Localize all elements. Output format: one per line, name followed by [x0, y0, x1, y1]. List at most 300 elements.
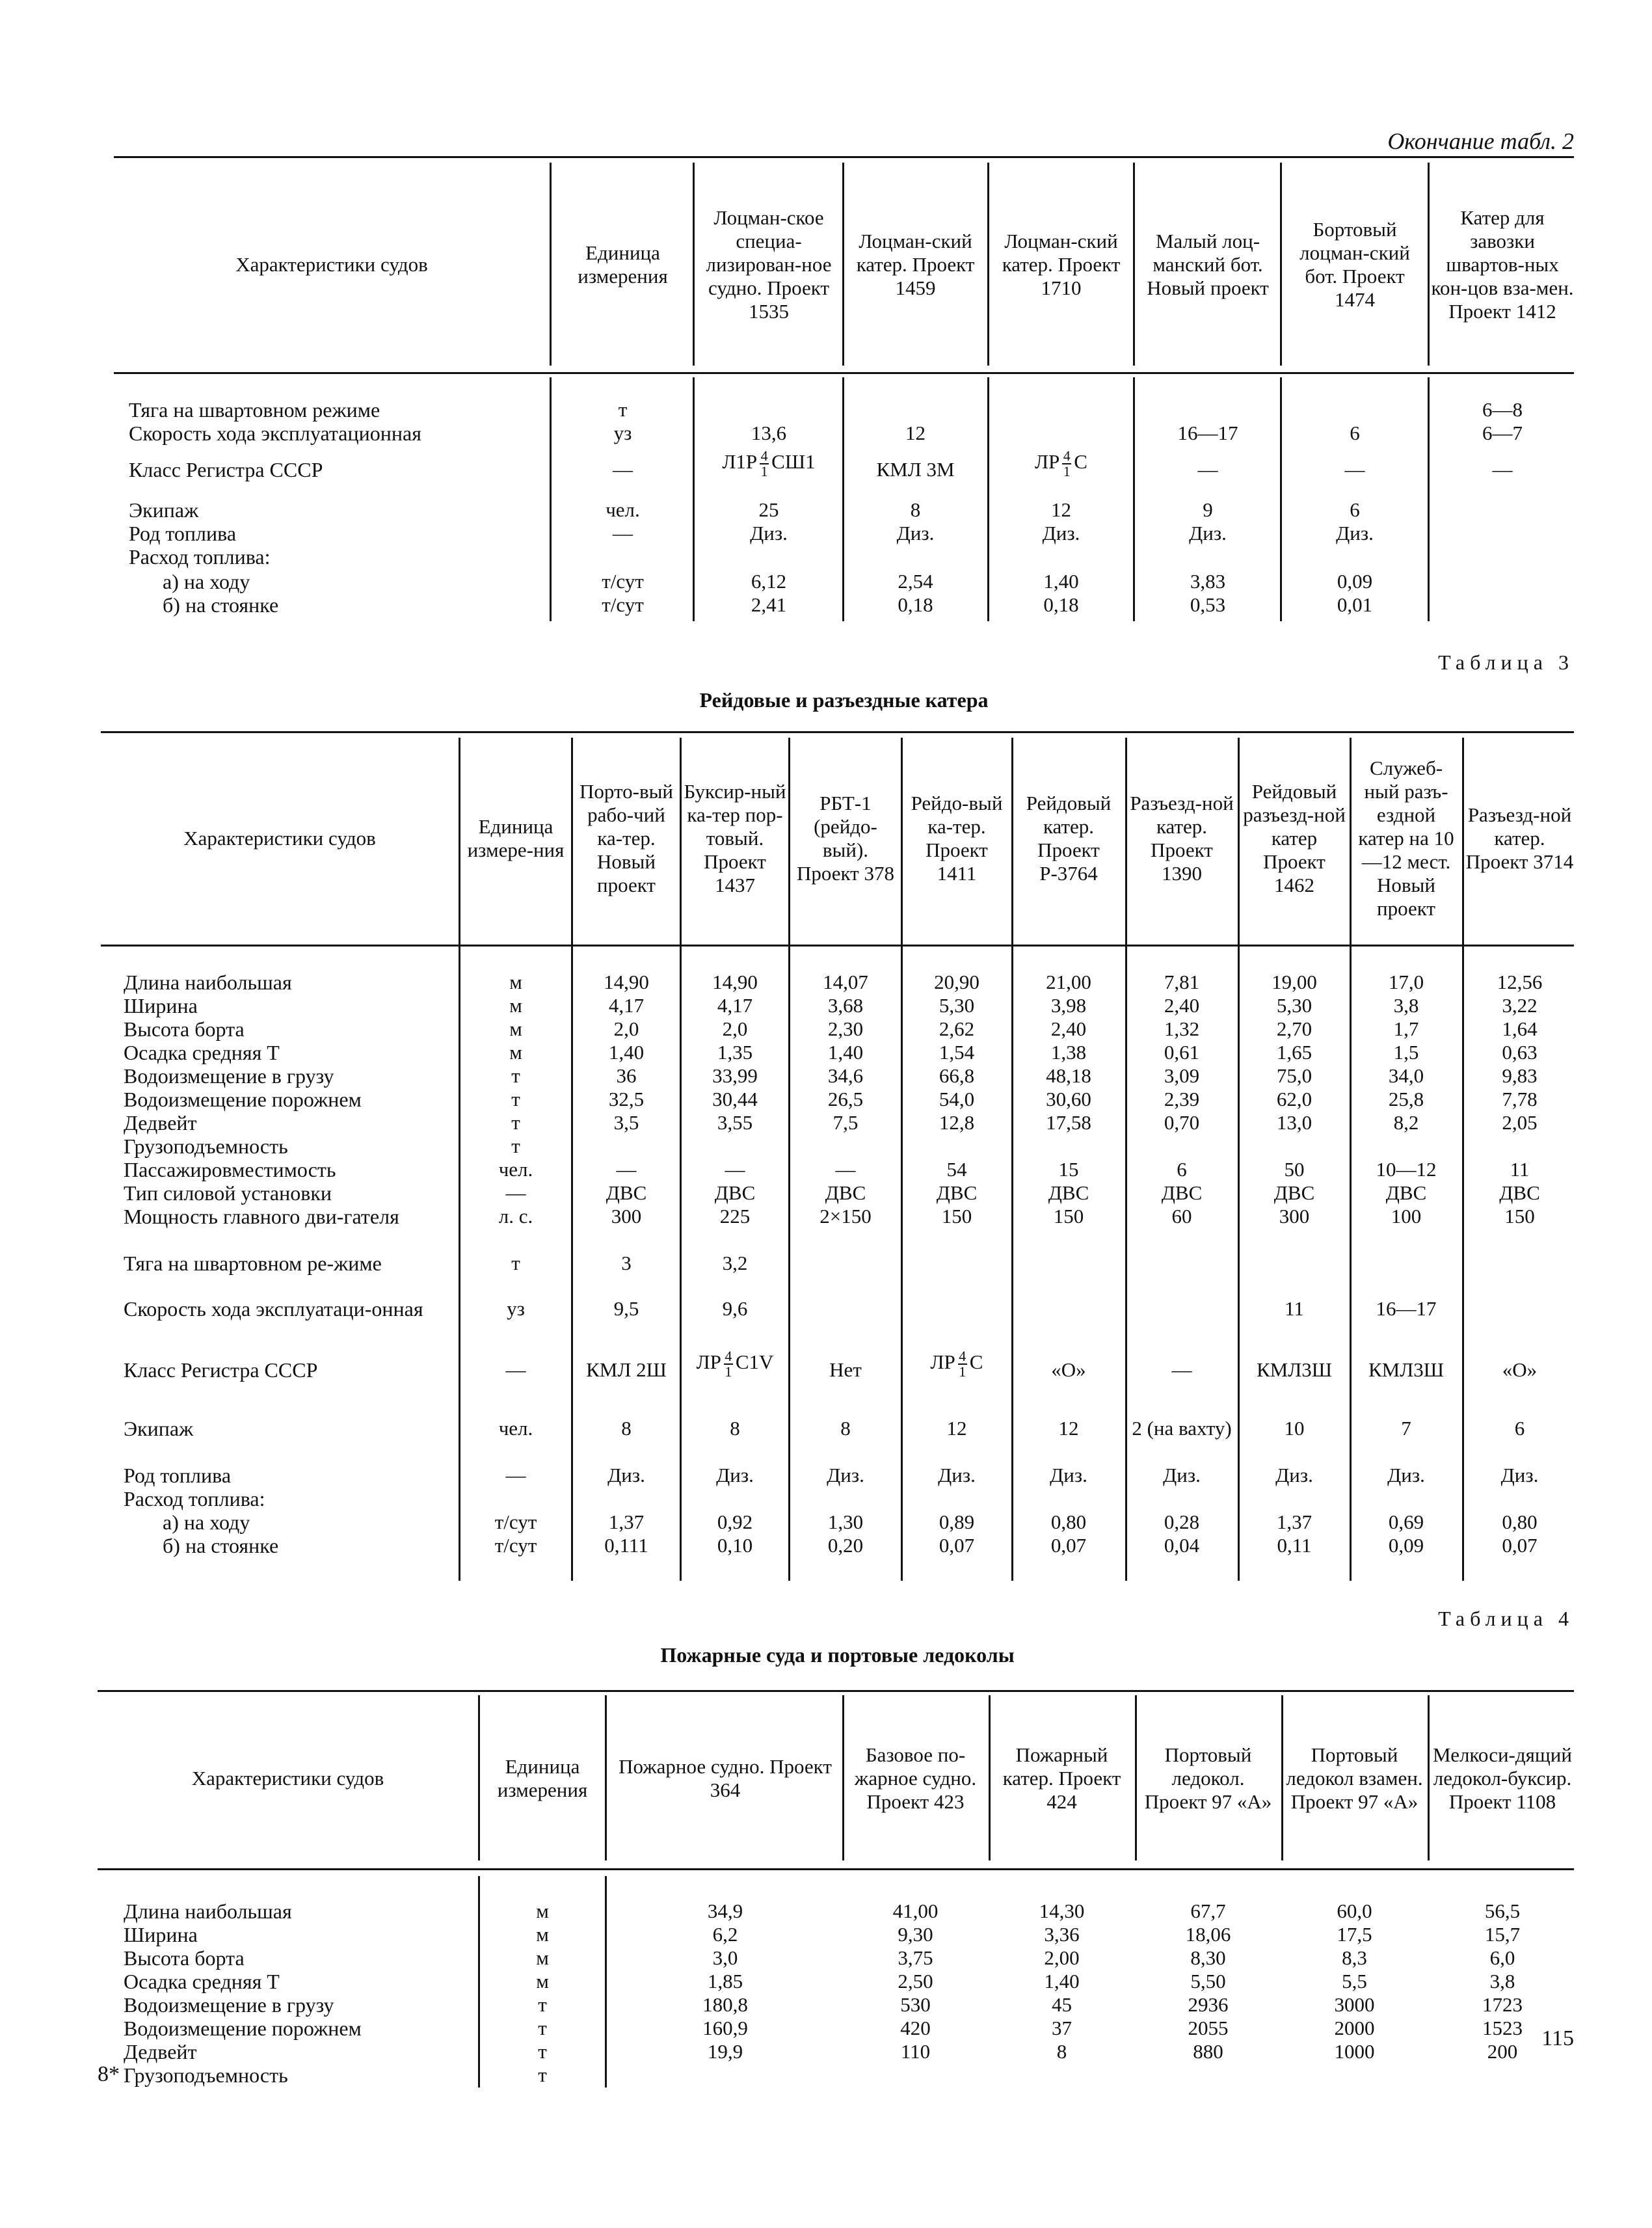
cell: 9,30	[898, 1923, 933, 1946]
table4-header-project-423: Базовое по-жарное судно. Проект 423	[854, 1743, 977, 1813]
cell: 6—7	[1482, 422, 1523, 444]
cell: 62,0	[1276, 1088, 1312, 1110]
cell: 8,2	[1393, 1111, 1419, 1134]
cell: 33,99	[712, 1064, 758, 1087]
row-label: Расход топлива:	[124, 1487, 265, 1510]
cell: 3,8	[1393, 994, 1419, 1017]
cell: 0,01	[1337, 593, 1373, 616]
cell: 200	[1487, 2040, 1518, 2063]
table4-col-divider	[605, 1695, 607, 1860]
cell: 17,5	[1337, 1923, 1372, 1946]
cell: 26,5	[827, 1088, 864, 1110]
cell: 3,36	[1044, 1923, 1080, 1946]
cell: 6,2	[712, 1923, 738, 1946]
cell: 34,6	[827, 1064, 864, 1087]
cell: 0,18	[898, 593, 933, 616]
table2-col-divider	[693, 163, 695, 366]
cell: 8,30	[1190, 1946, 1226, 1969]
cell: 15	[1058, 1158, 1079, 1181]
cell: 1,30	[827, 1510, 864, 1533]
cell: 0,70	[1164, 1111, 1200, 1134]
cell: —	[616, 1158, 637, 1181]
cell: 20,90	[934, 971, 979, 993]
cell: 75,0	[1276, 1064, 1312, 1087]
cell: 0,10	[717, 1534, 753, 1557]
cell: 0,07	[939, 1534, 975, 1557]
cell: ДВС	[1048, 1181, 1089, 1204]
table4-number: Таблица 4	[1438, 1607, 1574, 1630]
cell: Диз.	[716, 1464, 754, 1486]
cell: 3,98	[1050, 994, 1087, 1017]
cell: 3,5	[613, 1111, 639, 1134]
cell: 0,20	[827, 1534, 864, 1557]
table3-header-project-1390: Разъезд-ной катер. Проект 1390	[1130, 792, 1234, 885]
cell: 1,40	[827, 1041, 864, 1064]
cell: ДВС	[714, 1181, 756, 1204]
cell: 5,30	[939, 994, 975, 1017]
cell: 14,07	[823, 971, 868, 993]
cell: 0,89	[939, 1510, 975, 1533]
cell: т	[618, 398, 628, 421]
cell: 3,8	[1489, 1970, 1515, 1993]
cell: 6	[1177, 1158, 1187, 1181]
cell: 6,0	[1489, 1946, 1515, 1969]
table3-number: Таблица 3	[1438, 651, 1574, 674]
cell: м	[509, 994, 522, 1017]
cell: т	[538, 1993, 547, 2016]
cell: 1,65	[1276, 1041, 1312, 1064]
cell: 7,81	[1164, 971, 1200, 993]
cell: 150	[1053, 1205, 1084, 1228]
table3-col-divider	[901, 738, 903, 1581]
cell: ДВС	[606, 1181, 647, 1204]
table3-col-divider	[1350, 738, 1352, 1581]
cell: —	[1197, 458, 1218, 481]
cell: 0,11	[1277, 1534, 1312, 1557]
cell: 13,0	[1276, 1111, 1312, 1134]
cell: 9,83	[1502, 1064, 1538, 1087]
cell: уз	[507, 1297, 525, 1320]
cell: 1,40	[608, 1041, 645, 1064]
cell: 150	[1504, 1205, 1535, 1228]
cell: 7,78	[1502, 1088, 1538, 1110]
cell: 2,62	[939, 1017, 975, 1040]
cell: 3,09	[1164, 1064, 1200, 1087]
table4-header-rule	[98, 1868, 1574, 1870]
cell: 225	[719, 1205, 751, 1228]
table4-title: Пожарные суда и портовые ледоколы	[660, 1643, 1015, 1667]
row-label: Род топлива	[124, 1464, 232, 1487]
cell: 530	[900, 1993, 931, 2016]
table2-header-project-1535: Лоцман-ское специа-лизирован-ное судно. Проект 1535	[706, 206, 832, 323]
cell: 9	[1203, 498, 1213, 521]
row-label: Экипаж	[124, 1417, 194, 1440]
cell: 5,30	[1276, 994, 1312, 1017]
table4-header-project-97a: Портовый ледокол. Проект 97 «А»	[1144, 1743, 1272, 1813]
cell: ДВС	[1499, 1181, 1540, 1204]
cell: Диз.	[1163, 1464, 1201, 1486]
cell: 5,5	[1342, 1970, 1367, 1993]
row-label: б) на стоянке	[163, 1534, 279, 1557]
cell: 1,40	[1043, 570, 1079, 593]
cell: 1,5	[1393, 1041, 1419, 1064]
cell: 3,68	[827, 994, 864, 1017]
table2-header-project-1710: Лоцман-ский катер. Проект 1710	[1002, 230, 1121, 299]
cell: —	[505, 1358, 526, 1381]
cell: 6	[1350, 498, 1360, 521]
cell: 1,40	[1044, 1970, 1080, 1993]
cell: 300	[611, 1205, 642, 1228]
cell: 32,5	[608, 1088, 645, 1110]
table4-col-divider	[1428, 1695, 1430, 1860]
cell: —	[1344, 458, 1365, 481]
cell: 41,00	[892, 1899, 939, 1922]
cell: 12	[1051, 498, 1071, 521]
table4-body-divider	[478, 1876, 480, 2087]
table2-header-unit: Единица измерения	[578, 241, 668, 288]
table2-col-divider	[1280, 163, 1282, 366]
cell: 16—17	[1376, 1297, 1437, 1320]
cell: 1523	[1482, 2017, 1523, 2039]
register-class-cell: Л1Р $\frac{4}{1}$ СШ1	[722, 448, 816, 479]
cell: —	[1492, 458, 1513, 481]
cell: 50	[1284, 1158, 1305, 1181]
cell: КМЛ 3М	[876, 458, 955, 481]
cell: 0,07	[1502, 1534, 1538, 1557]
cell: 60,0	[1337, 1899, 1372, 1922]
cell: 2,40	[1050, 1017, 1087, 1040]
cell: 2936	[1188, 1993, 1229, 2016]
table3-header-project-1437: Буксир-ный ка-тер пор-товый. Проект 1437	[684, 780, 786, 896]
table2-header-project-1412: Катер для завозки швартов-ных кон-цов вза-мен. Проект 1412	[1431, 206, 1574, 323]
cell: 6,12	[751, 570, 787, 593]
row-label: Скорость хода эксплуатаци-онная	[124, 1297, 423, 1321]
cell: 21,00	[1046, 971, 1091, 993]
cell: 12	[946, 1417, 967, 1440]
cell: Диз.	[1275, 1464, 1313, 1486]
cell: 110	[900, 2040, 931, 2063]
cell: т	[538, 2040, 547, 2063]
table2-body-divider	[550, 377, 552, 621]
cell: «О»	[1051, 1358, 1086, 1381]
cell: 2055	[1188, 2017, 1229, 2039]
cell: КМЛ 2Ш	[586, 1358, 667, 1381]
cell: 420	[900, 2017, 931, 2039]
row-label: Класс Регистра СССР	[124, 1358, 318, 1382]
table2-header-new-project: Малый лоц-манский бот. Новый проект	[1147, 230, 1269, 299]
table4-header-unit: Единица измерения	[497, 1755, 588, 1801]
cell: м	[536, 1899, 549, 1922]
cell: 2,40	[1164, 994, 1200, 1017]
table4-header-project-1108: Мелкоси-дящий ледокол-буксир. Проект 1108	[1433, 1743, 1572, 1813]
cell: Диз.	[750, 522, 788, 544]
table2-body-divider	[1280, 377, 1282, 621]
row-label: Водоизмещение порожнем	[124, 2017, 362, 2040]
row-label: Класс Регистра СССР	[129, 458, 323, 481]
cell: 16—17	[1177, 422, 1238, 444]
cell: 54	[946, 1158, 967, 1181]
cell: 0,18	[1043, 593, 1079, 616]
cell: т	[511, 1252, 520, 1274]
cell: 0,04	[1164, 1534, 1200, 1557]
cell: 2,54	[898, 570, 933, 593]
cell: 1723	[1482, 1993, 1523, 2016]
cell: КМЛ3Ш	[1368, 1358, 1445, 1381]
cell: т	[538, 2063, 547, 2086]
cell: 34,0	[1388, 1064, 1424, 1087]
table3-col-divider	[1125, 738, 1127, 1581]
cell: 6	[1514, 1417, 1525, 1440]
row-label: Род топлива	[129, 522, 237, 545]
row-label: б) на стоянке	[163, 593, 279, 617]
cell: 19,9	[707, 2040, 743, 2063]
cell: 8	[840, 1417, 851, 1440]
cell: Диз.	[1050, 1464, 1087, 1486]
cell: 0,92	[717, 1510, 753, 1533]
table3-header-characteristics: Характеристики судов	[183, 827, 376, 850]
row-label: Водоизмещение в грузу	[124, 1064, 334, 1088]
row-label: Экипаж	[129, 498, 199, 522]
row-label: Водоизмещение в грузу	[124, 1993, 334, 2017]
cell: 2,0	[613, 1017, 639, 1040]
cell: 150	[941, 1205, 972, 1228]
table4-header-characteristics: Характеристики судов	[191, 1767, 384, 1790]
cell: чел.	[498, 1158, 533, 1181]
cell: л. с.	[498, 1205, 533, 1228]
cell: 6	[1350, 422, 1360, 444]
cell: 0,111	[604, 1534, 648, 1557]
cell: 25,8	[1388, 1088, 1424, 1110]
cell: 2,30	[827, 1017, 864, 1040]
cell: Диз.	[1500, 1464, 1539, 1486]
cell: Диз.	[938, 1464, 976, 1486]
cell: 15,7	[1484, 1923, 1521, 1946]
row-label: Тяга на швартовном ре-жиме	[124, 1252, 382, 1275]
cell: т/сут	[494, 1510, 537, 1533]
cell: 12	[1058, 1417, 1079, 1440]
cell: 7	[1401, 1417, 1411, 1440]
cell: 2,41	[751, 593, 787, 616]
cell: —	[613, 458, 633, 481]
cell: 0,09	[1388, 1534, 1424, 1557]
row-label: а) на ходу	[163, 1510, 250, 1534]
cell: м	[536, 1946, 549, 1969]
cell: 9,6	[722, 1297, 748, 1320]
table3-header-unit: Единица измере-ния	[467, 815, 565, 861]
table3-header-project-1462: Рейдовый разъезд-ной катер Проект 1462	[1243, 780, 1346, 896]
row-label: Дедвейт	[124, 1111, 197, 1134]
cell: 3,22	[1502, 994, 1538, 1017]
table3-header-project-3714: Разъезд-ной катер. Проект 3714	[1465, 803, 1574, 873]
row-label: Ширина	[124, 994, 198, 1017]
cell: 8	[1056, 2040, 1067, 2063]
table3-header-new-project-service: Служеб-ный разъ-ездной катер на 10—12 мест. Новый проект	[1358, 757, 1454, 920]
cell: 3	[621, 1252, 632, 1274]
table2-col-divider	[987, 163, 989, 366]
cell: 14,90	[604, 971, 649, 993]
table2-header-rule	[114, 372, 1574, 374]
cell: 100	[1391, 1205, 1422, 1228]
row-label: Длина наибольшая	[124, 1899, 292, 1923]
cell: 0,80	[1050, 1510, 1087, 1533]
cell: 11	[1510, 1158, 1530, 1181]
cell: 2,0	[722, 1017, 748, 1040]
cell: 1,35	[717, 1041, 753, 1064]
table3-col-divider	[571, 738, 573, 1581]
cell: чел.	[606, 498, 640, 521]
cell: м	[536, 1970, 549, 1993]
table3-col-divider	[788, 738, 790, 1581]
cell: чел.	[498, 1417, 533, 1440]
table4-header-project-97a-replacement: Портовый ледокол взамен. Проект 97 «А»	[1286, 1743, 1423, 1813]
table2-body-divider	[693, 377, 695, 621]
table2-body-divider	[842, 377, 844, 621]
cell: 1000	[1334, 2040, 1375, 2063]
table2-col-divider	[550, 163, 552, 366]
cell: 0,53	[1190, 593, 1226, 616]
table4-header-project-364: Пожарное судно. Проект 364	[619, 1755, 832, 1801]
cell: ДВС	[936, 1181, 978, 1204]
cell: Диз.	[1336, 522, 1374, 544]
cell: —	[613, 522, 633, 544]
cell: 1,37	[1276, 1510, 1312, 1533]
cell: 18,06	[1185, 1923, 1231, 1946]
cell: 66,8	[939, 1064, 975, 1087]
cell: т	[511, 1134, 520, 1157]
table3-col-divider	[1238, 738, 1240, 1581]
table4-col-divider	[1281, 1695, 1283, 1860]
table3-header-project-p3764: Рейдовый катер. Проект Р-3764	[1026, 792, 1112, 885]
cell: 4,17	[717, 994, 753, 1017]
cell: м	[536, 1923, 549, 1946]
cell: 0,61	[1164, 1041, 1200, 1064]
cell: т	[511, 1064, 520, 1087]
cell: Нет	[829, 1358, 862, 1381]
cell: 1,32	[1164, 1017, 1200, 1040]
cell: 48,18	[1046, 1064, 1091, 1087]
cell: 8	[730, 1417, 740, 1440]
cell: 2 (на вахту)	[1132, 1417, 1232, 1440]
cell: 12,56	[1497, 971, 1543, 993]
row-label: Дедвейт	[124, 2040, 197, 2063]
cell: 13,6	[751, 422, 787, 444]
cell: 8	[910, 498, 921, 521]
cell: 60	[1171, 1205, 1192, 1228]
table3-col-divider	[680, 738, 682, 1581]
cell: 5,50	[1190, 1970, 1226, 1993]
table3-header-project-1411: Рейдо-вый ка-тер. Проект 1411	[911, 792, 1003, 885]
cell: 19,00	[1272, 971, 1317, 993]
table3-col-divider	[459, 738, 460, 1581]
table2-continuation-title: Окончание табл. 2	[1387, 128, 1574, 154]
cell: 160,9	[702, 2017, 748, 2039]
cell: 0,63	[1502, 1041, 1538, 1064]
cell: 37	[1052, 2017, 1072, 2039]
cell: 2,50	[898, 1970, 933, 1993]
table4-header-project-424: Пожарный катер. Проект 424	[1002, 1743, 1121, 1813]
row-label: Грузоподъемность	[124, 2063, 288, 2087]
row-label: Грузоподъемность	[124, 1134, 288, 1158]
row-label: Расход топлива:	[129, 545, 271, 569]
cell: 56,5	[1484, 1899, 1521, 1922]
cell: 10—12	[1376, 1158, 1437, 1181]
cell: 25	[758, 498, 779, 521]
cell: Диз.	[607, 1464, 645, 1486]
cell: 2,70	[1276, 1017, 1312, 1040]
cell: м	[509, 1017, 522, 1040]
cell: Диз.	[1042, 522, 1080, 544]
row-label: Пассажировместимость	[124, 1158, 336, 1181]
cell: 1,38	[1050, 1041, 1087, 1064]
cell: т	[538, 2017, 547, 2039]
register-class-cell: ЛР $\frac{4}{1}$ С	[1035, 448, 1087, 479]
cell: —	[1171, 1358, 1192, 1381]
cell: 2000	[1334, 2017, 1375, 2039]
cell: 880	[1193, 2040, 1223, 2063]
cell: 12,8	[939, 1111, 975, 1134]
cell: 9,5	[613, 1297, 639, 1320]
cell: 14,90	[712, 971, 758, 993]
cell: Диз.	[1189, 522, 1227, 544]
cell: 3,2	[722, 1252, 748, 1274]
cell: 45	[1052, 1993, 1072, 2016]
cell: 1,7	[1393, 1017, 1419, 1040]
cell: —	[505, 1464, 526, 1486]
cell: ДВС	[1273, 1181, 1315, 1204]
cell: 6—8	[1482, 398, 1523, 421]
row-label: Длина наибольшая	[124, 971, 292, 994]
cell: т/сут	[602, 593, 644, 616]
cell: ДВС	[1385, 1181, 1427, 1204]
register-class-cell: ЛР $\frac{4}{1}$ С1V	[696, 1348, 774, 1380]
cell: 8,3	[1342, 1946, 1367, 1969]
table4-col-divider	[478, 1695, 480, 1860]
cell: 17,0	[1388, 971, 1424, 993]
row-label: Высота борта	[124, 1946, 245, 1970]
row-label: Ширина	[124, 1923, 198, 1946]
cell: 3,75	[898, 1946, 933, 1969]
row-label: Высота борта	[124, 1017, 245, 1041]
cell: 12	[905, 422, 926, 444]
cell: 30,44	[712, 1088, 758, 1110]
cell: 1,54	[939, 1041, 975, 1064]
cell: т/сут	[602, 570, 644, 593]
cell: ДВС	[1161, 1181, 1203, 1204]
row-label: Водоизмещение порожнем	[124, 1088, 362, 1111]
cell: т	[511, 1088, 520, 1110]
table3-col-divider	[1462, 738, 1464, 1581]
cell: —	[505, 1181, 526, 1204]
row-label: а) на ходу	[163, 570, 250, 593]
cell: 11	[1285, 1297, 1304, 1320]
table2-col-divider	[1428, 163, 1430, 366]
cell: Диз.	[896, 522, 935, 544]
row-label: Мощность главного дви-гателя	[124, 1205, 399, 1228]
signature-mark: 8*	[98, 2062, 120, 2086]
table4-body-divider	[605, 1876, 607, 2087]
table3-header-new-project-work: Порто-вый рабо-чий ка-тер. Новый проект	[580, 780, 673, 896]
cell: «О»	[1502, 1358, 1538, 1381]
cell: 67,7	[1190, 1899, 1226, 1922]
cell: 10	[1284, 1417, 1305, 1440]
cell: 2,05	[1502, 1111, 1538, 1134]
cell: т	[511, 1111, 520, 1134]
cell: 0,80	[1502, 1510, 1538, 1533]
table2-top-rule	[114, 156, 1574, 158]
cell: 0,28	[1164, 1510, 1200, 1533]
table2-col-divider	[1133, 163, 1135, 366]
row-label: Осадка средняя Т	[124, 1041, 280, 1064]
